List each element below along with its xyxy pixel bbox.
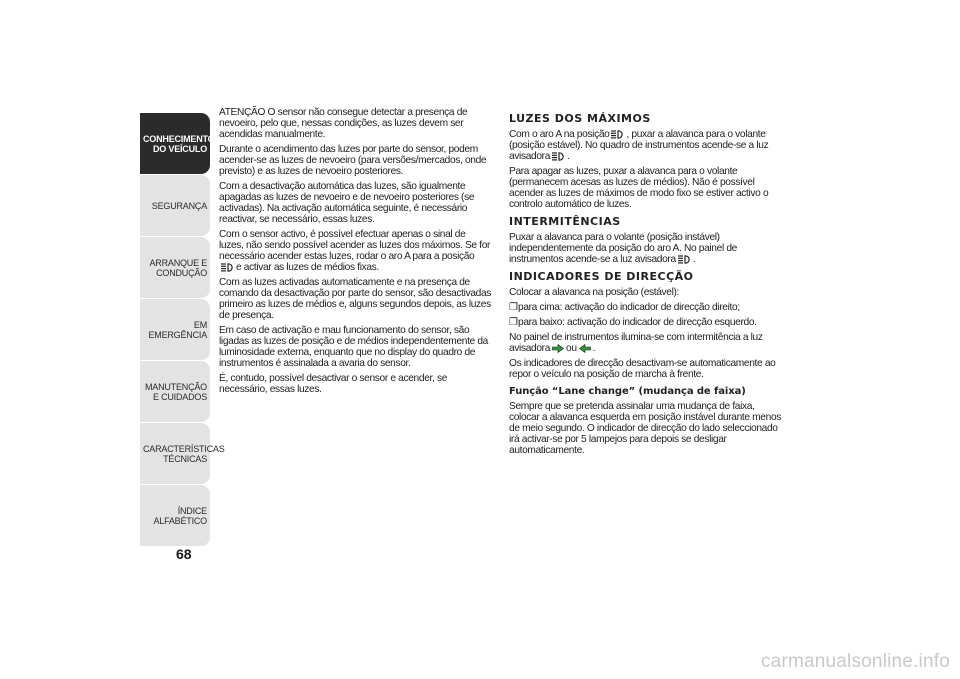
- paragraph: Com a desactivação automática das luzes, são igualmente apagadas as luzes de nevoeiro e de nevoeiro posteriores (se activadas). Na activação automática seguinte, é necessário reactivar, se necessário, essas luzes.: [219, 181, 475, 225]
- paragraph: Os indicadores de direcção desactivam-se automaticamente ao repor o veículo na posição de marcha à frente.: [509, 358, 776, 380]
- tab-label: ÍNDICE ALFABÉTICO: [153, 505, 207, 526]
- paragraph: No painel de instrumentos ilumina-se com intermitência a luz avisadora ou .: [509, 332, 763, 354]
- paragraph: Com o sensor activo, é possível efectuar apenas o sinal de luzes, não sendo possível acender as luzes dos máximos. Se for necessário acender estas luzes, rodar o aro A para a posiçãoe activar as luzes de médios fixas.: [219, 229, 491, 273]
- high-beam-warning-light-icon: [552, 152, 565, 161]
- subsection-title-lane-change: Função “Lane change” (mudança de faixa): [509, 386, 746, 397]
- list-item: ❐para cima: activação do indicador de direcção direito;: [509, 302, 740, 313]
- paragraph: Colocar a alavanca na posição (estável):: [509, 287, 680, 298]
- tab-label: ARRANQUE E CONDUÇÃO: [149, 257, 207, 278]
- section-title-indicadores-de-direccao: INDICADORES DE DIRECÇÃO: [509, 270, 694, 283]
- paragraph: Sempre que se pretenda assinalar uma mudança de faixa, colocar a alavanca esquerda em posição instável durante menos de meio segundo. O indicador de direcção do lado seleccionado irá activar-se por 5 lampejos para depois se desligar automaticamente.: [509, 401, 781, 456]
- paragraph: É, contudo, possível desactivar o sensor e acender, se necessário, essas luzes.: [219, 373, 448, 395]
- list-item: ❐para baixo: activação do indicador de direcção esquerdo.: [509, 317, 757, 328]
- tab-em-emergencia[interactable]: [140, 299, 210, 360]
- tab-seguranca[interactable]: [140, 175, 210, 236]
- left-column: [219, 107, 491, 399]
- paragraph: ATENÇÃO O sensor não consegue detectar a presença de nevoeiro, pelo que, nessas condições, as luzes devem ser acendidas manualmente.: [219, 107, 468, 140]
- paragraph: Para apagar as luzes, puxar a alavanca para o volante (permanecem acesas as luzes de médios). Não é possível acender as luzes de máximos de modo fixo se estiver activo o controlo automático de luzes.: [509, 166, 769, 210]
- paragraph: Com o aro A na posição , puxar a alavanca para o volante (posição estável). No quadro de instrumentos acende-se a luz avisadora .: [509, 129, 769, 162]
- chapter-tabs: [140, 113, 225, 547]
- section-title-luzes-dos-maximos: LUZES DOS MÁXIMOS: [509, 112, 651, 125]
- bullet-icon: ❐: [509, 302, 518, 313]
- tab-label: MANUTENÇÃO E CUIDADOS: [144, 381, 207, 402]
- left-arrow-icon: [579, 344, 591, 353]
- high-beam-warning-light-icon: [678, 255, 691, 264]
- watermark: carmanualsonline.info: [760, 651, 950, 672]
- tab-arranque-e-conducao[interactable]: [140, 237, 210, 298]
- high-beam-icon: [221, 263, 234, 272]
- high-beam-icon: [611, 130, 624, 139]
- tab-manutencao-e-cuidados[interactable]: [140, 361, 210, 422]
- tab-caracteristicas-tecnicas[interactable]: [140, 423, 225, 484]
- tab-indice-alfabetico[interactable]: [140, 485, 210, 546]
- right-arrow-icon: [552, 344, 564, 353]
- paragraph: Durante o acendimento das luzes por parte do sensor, podem acender-se as luzes de nevoeiro (para versões/mercados, onde previsto) e as luzes de nevoeiro posteriores.: [219, 144, 487, 177]
- tab-label: CARACTERÍSTICAS TÉCNICAS: [143, 443, 225, 464]
- bullet-icon: ❐: [509, 317, 518, 328]
- section-title-intermitencias: INTERMITÊNCIAS: [509, 215, 621, 228]
- paragraph: Puxar a alavanca para o volante (posição instável) independentemente da posição do aro A. No painel de instrumentos acende-se a luz avisadora .: [509, 232, 737, 265]
- paragraph: Em caso de activação e mau funcionamento do sensor, são ligadas as luzes de posição e de médios independentemente da luminosidade externa, enquanto que no display do quadro de instrumentos é assinalada a avaria do sensor.: [219, 325, 488, 369]
- paragraph: Com as luzes activadas automaticamente e na presença de comando da desactivação por parte do sensor, são desactivadas primeiro as luzes de médios e, alguns segundos depois, as luzes de presença.: [219, 277, 492, 321]
- right-column: [509, 107, 785, 460]
- tab-conhecimento-do-veiculo[interactable]: [140, 113, 215, 174]
- tab-label: EM EMERGÊNCIA: [148, 319, 207, 340]
- tab-label: SEGURANÇA: [151, 200, 207, 211]
- tab-label: CONHECIMENTO DO VEÍCULO: [143, 133, 215, 154]
- page-number: 68: [176, 546, 192, 562]
